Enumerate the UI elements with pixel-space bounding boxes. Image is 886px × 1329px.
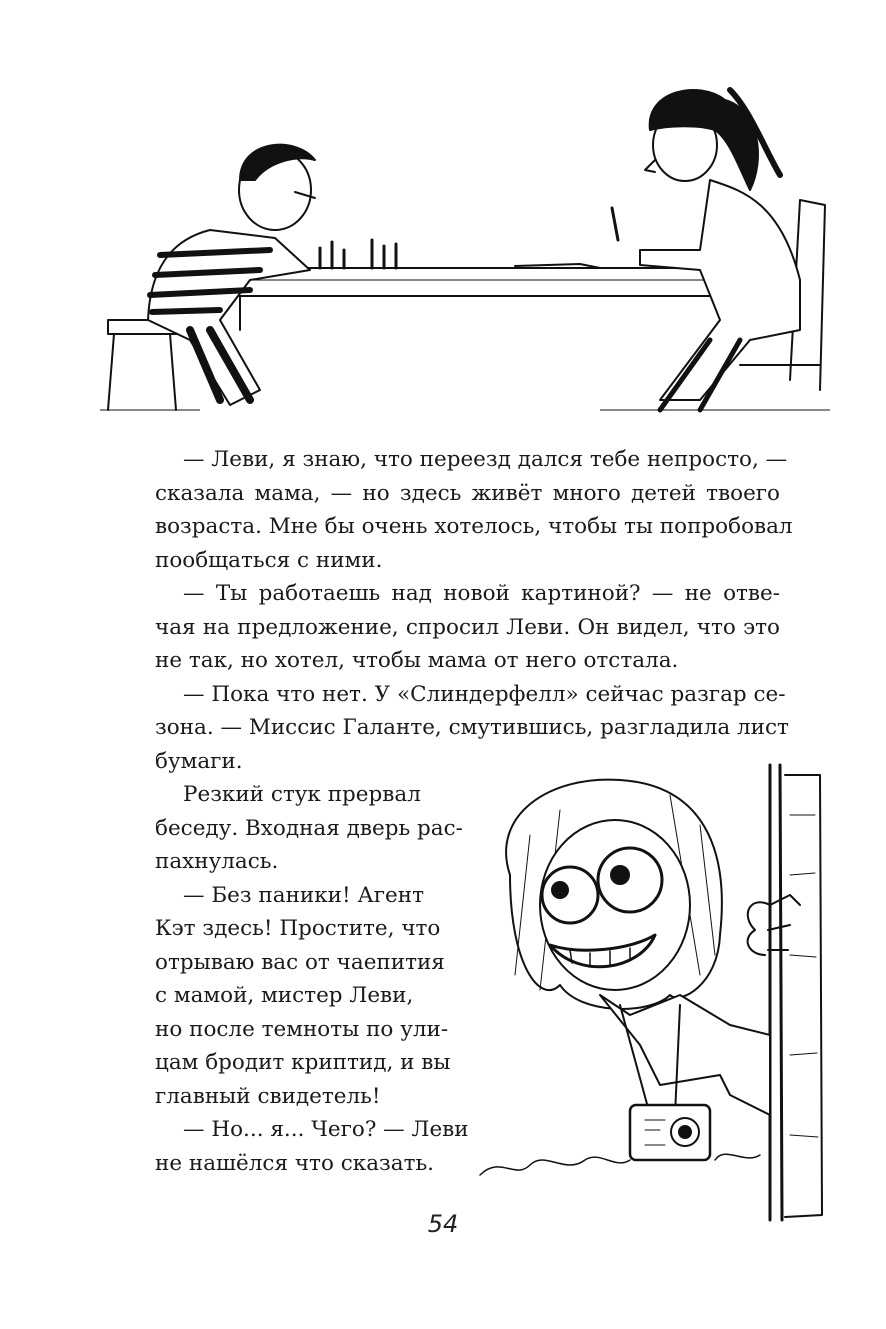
text-line: Резкий стук прервал	[183, 782, 421, 807]
text-line: — Пока что нет. У «Слиндерфелл» сейчас разгар се-	[183, 681, 786, 707]
text-line: цам бродит криптид, и вы	[155, 1050, 451, 1075]
text-line: отрываю вас от чаепития	[155, 949, 445, 975]
main-text-side	[155, 778, 485, 1180]
text-line: но после темноты по ули-	[155, 1016, 449, 1042]
text-line: — Но... я... Чего? — Леви	[183, 1117, 469, 1142]
text-line: возраста. Мне бы очень хотелось, чтобы ты попробовал	[155, 514, 793, 539]
text-line: зона. — Миссис Галанте, смутившись, разгладила лист	[155, 715, 789, 740]
text-line: сказала мама, — но здесь живёт много детей твоего	[155, 480, 780, 506]
page-number: 54	[427, 1210, 459, 1238]
text-line: с мамой, мистер Леви,	[155, 983, 414, 1008]
text-line: Кэт здесь! Простите, что	[155, 916, 441, 941]
main-text-top	[155, 443, 793, 778]
girl-peeking-behind-door-illustration	[470, 755, 850, 1225]
text-line: — Ты работаешь над новой картиной? — не отве-	[183, 581, 780, 606]
text-line: беседу. Входная дверь рас-	[155, 815, 463, 841]
text-line: чая на предложение, спросил Леви. Он видел, что это	[155, 614, 780, 640]
text-line: пообщаться с ними.	[155, 547, 383, 573]
text-line: бумаги.	[155, 748, 243, 774]
text-line: не так, но хотел, чтобы мама от него отстала.	[155, 648, 679, 673]
text-line: — Леви, я знаю, что переезд дался тебе непросто, —	[183, 447, 788, 472]
boy-and-mother-at-table-illustration	[100, 80, 830, 425]
text-line: не нашёлся что сказать.	[155, 1150, 435, 1176]
text-line: главный свидетель!	[155, 1083, 381, 1109]
text-line: — Без паники! Агент	[183, 882, 424, 908]
text-line: пахнулась.	[155, 849, 279, 874]
